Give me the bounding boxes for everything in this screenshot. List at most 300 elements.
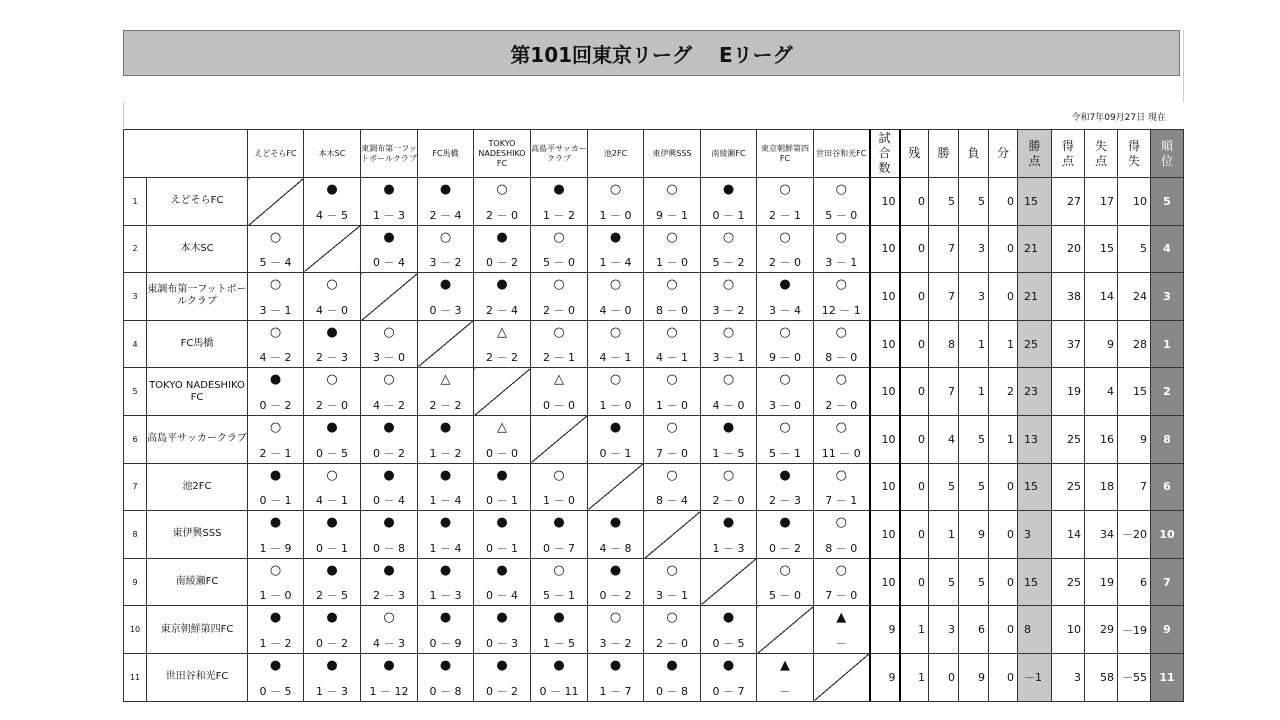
- played-value: 10: [870, 225, 900, 273]
- result-mark: ●: [439, 182, 452, 197]
- result-mark: △: [497, 324, 507, 340]
- self-match-cell: [588, 463, 644, 511]
- points-value: 13: [1018, 415, 1052, 463]
- match-score: 0 － 1: [486, 541, 518, 555]
- match-score: 2 － 2: [429, 398, 462, 412]
- draws-value: 1: [989, 320, 1018, 368]
- match-score: 2 － 1: [769, 208, 801, 222]
- match-score: 7 － 1: [825, 494, 858, 508]
- result-mark: ○: [269, 229, 282, 245]
- result-mark: ○: [439, 229, 452, 245]
- losses-value: 6: [959, 606, 989, 654]
- team-name: 東京朝鮮第四FC: [147, 606, 248, 654]
- played-value: 10: [870, 368, 900, 416]
- result-mark: ○: [835, 467, 847, 483]
- match-score: 1 － 0: [656, 398, 688, 412]
- team-row: [124, 225, 1184, 273]
- losses-value: 3: [959, 273, 989, 321]
- match-result-cell: [531, 320, 588, 368]
- col-team-header: 東調布第一フットボールクラブ: [361, 130, 418, 178]
- match-result-cell: [474, 178, 531, 226]
- played-value: 10: [870, 463, 900, 511]
- match-score: 2 － 2: [486, 351, 518, 365]
- match-score: 1 － 2: [543, 208, 575, 222]
- points-value: 15: [1018, 463, 1052, 511]
- rank-value: 7: [1151, 558, 1184, 606]
- team-name: FC馬橋: [147, 320, 248, 368]
- match-result-cell: [644, 225, 701, 273]
- result-mark: ○: [553, 562, 565, 578]
- losses-header: 負: [959, 130, 989, 178]
- result-mark: ○: [609, 182, 622, 197]
- result-mark: ○: [269, 562, 282, 578]
- result-mark: ○: [326, 372, 338, 388]
- goal-diff-value: 10: [1118, 178, 1151, 226]
- match-result-cell: [531, 225, 588, 273]
- result-mark: ○: [326, 277, 338, 293]
- match-score: 2 － 3: [769, 494, 801, 508]
- result-mark: ●: [269, 610, 282, 626]
- match-result-cell: [814, 225, 870, 273]
- result-mark: ○: [326, 467, 338, 483]
- result-mark: ●: [779, 277, 791, 293]
- team-name: 池2FC: [147, 463, 248, 511]
- rank-value: 6: [1151, 463, 1184, 511]
- match-score: 1 － 5: [712, 446, 745, 460]
- match-result-cell: [418, 653, 474, 701]
- match-result-cell: [361, 653, 418, 701]
- match-result-cell: [474, 511, 531, 559]
- goal-diff-value: 7: [1118, 463, 1151, 511]
- match-result-cell: [474, 606, 531, 654]
- rank-value: 3: [1151, 273, 1184, 321]
- played-value: 10: [870, 320, 900, 368]
- team-row: [124, 320, 1184, 368]
- match-result-cell: [304, 273, 361, 321]
- rank-value: 11: [1151, 653, 1184, 701]
- result-mark: ○: [383, 610, 395, 626]
- col-team-header: FC馬橋: [418, 130, 474, 178]
- match-score: 1 － 12: [369, 684, 409, 698]
- match-score: 0 － 5: [712, 636, 745, 650]
- match-score: 4 － 0: [712, 398, 745, 412]
- draws-value: 0: [989, 558, 1018, 606]
- match-result-cell: [644, 415, 701, 463]
- points-value: 21: [1018, 273, 1052, 321]
- match-result-cell: [757, 511, 814, 559]
- match-score: 2 － 0: [543, 303, 575, 317]
- result-mark: ●: [383, 562, 395, 578]
- result-mark: ●: [326, 515, 338, 531]
- match-score: 4 － 2: [373, 398, 405, 412]
- result-mark: ●: [326, 562, 338, 578]
- losses-value: 9: [959, 653, 989, 701]
- losses-value: 9: [959, 511, 989, 559]
- standings-table: [123, 129, 1184, 702]
- points-value: 15: [1018, 178, 1052, 226]
- match-score: 0 － 0: [543, 398, 575, 412]
- match-result-cell: [757, 273, 814, 321]
- match-score: 2 － 4: [486, 303, 518, 317]
- result-mark: ○: [666, 562, 678, 578]
- result-mark: ○: [496, 182, 508, 197]
- rank-value: 2: [1151, 368, 1184, 416]
- match-result-cell: [474, 463, 531, 511]
- match-score: 5 － 0: [769, 589, 801, 603]
- match-score: 0 － 1: [486, 494, 518, 508]
- team-name: 高島平サッカークラブ: [147, 415, 248, 463]
- match-score: 8 － 0: [656, 303, 688, 317]
- result-mark: ○: [666, 277, 678, 293]
- frame-line: [1183, 30, 1184, 102]
- goals-for-value: 25: [1052, 463, 1085, 511]
- self-match-cell: [814, 653, 870, 701]
- goals-for-value: 27: [1052, 178, 1085, 226]
- result-mark: ○: [835, 372, 847, 388]
- result-mark: ○: [269, 277, 282, 293]
- match-result-cell: [418, 225, 474, 273]
- losses-value: 5: [959, 178, 989, 226]
- match-result-cell: [531, 463, 588, 511]
- points-value: 3: [1018, 511, 1052, 559]
- match-score: 3 － 2: [712, 303, 745, 317]
- wins-value: 3: [929, 606, 959, 654]
- match-score: 2 － 3: [373, 589, 405, 603]
- losses-value: 1: [959, 320, 989, 368]
- goals-for-value: 37: [1052, 320, 1085, 368]
- wins-value: 7: [929, 225, 959, 273]
- match-result-cell: [701, 225, 757, 273]
- match-result-cell: [588, 511, 644, 559]
- result-mark: ●: [326, 657, 338, 673]
- result-mark: △: [554, 372, 564, 388]
- match-result-cell: [701, 368, 757, 416]
- match-score: 1 － 4: [599, 256, 632, 270]
- match-result-cell: [814, 320, 870, 368]
- match-result-cell: [418, 606, 474, 654]
- col-team-header: 本木SC: [304, 130, 361, 178]
- wins-value: 0: [929, 653, 959, 701]
- played-header: 試合数: [870, 130, 900, 178]
- match-result-cell: [757, 653, 814, 701]
- team-number: 9: [124, 558, 147, 606]
- match-score: 4 － 0: [316, 303, 348, 317]
- match-result-cell: [757, 463, 814, 511]
- result-mark: ○: [666, 182, 678, 197]
- team-row: [124, 606, 1184, 654]
- result-mark: ○: [779, 562, 791, 578]
- match-result-cell: [757, 225, 814, 273]
- match-result-cell: [418, 511, 474, 559]
- result-mark: ●: [722, 182, 735, 197]
- match-score: 0 － 5: [259, 684, 292, 698]
- result-mark: ○: [383, 324, 395, 340]
- result-mark: ●: [326, 610, 338, 626]
- match-score: 0 － 2: [769, 541, 801, 555]
- goals-against-value: 4: [1085, 368, 1118, 416]
- goal-diff-value: 6: [1118, 558, 1151, 606]
- match-result-cell: [248, 463, 304, 511]
- match-score: 4 － 3: [373, 636, 405, 650]
- match-score: 1 － 0: [656, 256, 688, 270]
- match-score: 3 － 1: [712, 351, 745, 365]
- match-score: －: [779, 684, 791, 698]
- result-mark: ○: [722, 372, 735, 388]
- remaining-value: 0: [900, 463, 929, 511]
- wins-value: 8: [929, 320, 959, 368]
- match-score: 2 － 4: [429, 208, 462, 222]
- points-value: 21: [1018, 225, 1052, 273]
- points-value: 25: [1018, 320, 1052, 368]
- result-mark: ○: [553, 229, 565, 245]
- rank-value: 4: [1151, 225, 1184, 273]
- result-mark: △: [497, 419, 507, 435]
- goals-against-value: 34: [1085, 511, 1118, 559]
- match-result-cell: [757, 368, 814, 416]
- losses-value: 5: [959, 558, 989, 606]
- match-result-cell: [701, 463, 757, 511]
- remaining-value: 1: [900, 606, 929, 654]
- remaining-value: 0: [900, 178, 929, 226]
- match-score: 1 － 3: [316, 684, 348, 698]
- match-score: 7 － 0: [656, 446, 688, 460]
- col-team-header: 東京朝鮮第四FC: [757, 130, 814, 178]
- match-score: 3 － 1: [656, 589, 688, 603]
- result-mark: ●: [496, 515, 508, 531]
- result-mark: ○: [835, 229, 847, 245]
- result-mark: ○: [666, 229, 678, 245]
- match-score: 0 － 8: [429, 684, 462, 698]
- result-mark: ○: [666, 419, 678, 435]
- result-mark: ○: [666, 610, 678, 626]
- result-mark: ●: [496, 562, 508, 578]
- result-mark: ○: [269, 324, 282, 340]
- result-mark: ▲: [836, 610, 847, 626]
- goals-against-value: 16: [1085, 415, 1118, 463]
- match-score: 0 － 4: [373, 494, 405, 508]
- result-mark: ●: [722, 419, 735, 435]
- match-score: 9 － 1: [656, 208, 688, 222]
- as-of-date: 令和7年09月27日 現在: [1071, 113, 1166, 123]
- goals-against-value: 18: [1085, 463, 1118, 511]
- result-mark: ○: [779, 182, 791, 197]
- rank-header: 順位: [1151, 130, 1184, 178]
- col-team-header: 高島平サッカークラブ: [531, 130, 588, 178]
- match-result-cell: [757, 415, 814, 463]
- result-mark: ●: [779, 467, 791, 483]
- goals-for-value: 10: [1052, 606, 1085, 654]
- match-score: 2 － 0: [316, 398, 348, 412]
- result-mark: ●: [269, 657, 282, 673]
- standings-body: [124, 178, 1184, 702]
- result-mark: ○: [835, 277, 847, 293]
- match-score: 4 － 1: [599, 351, 632, 365]
- match-result-cell: [531, 273, 588, 321]
- match-result-cell: [814, 178, 870, 226]
- result-mark: ○: [835, 324, 847, 340]
- match-score: 9 － 0: [769, 351, 801, 365]
- match-result-cell: [644, 368, 701, 416]
- match-result-cell: [531, 653, 588, 701]
- result-mark: ●: [496, 610, 508, 626]
- match-score: 3 － 1: [825, 256, 858, 270]
- match-result-cell: [757, 558, 814, 606]
- result-mark: ○: [779, 419, 791, 435]
- match-score: 0 － 2: [373, 446, 405, 460]
- match-result-cell: [304, 368, 361, 416]
- col-team-header: 南綾瀬FC: [701, 130, 757, 178]
- result-mark: ●: [383, 657, 395, 673]
- played-value: 10: [870, 415, 900, 463]
- goals-against-value: 9: [1085, 320, 1118, 368]
- result-mark: ●: [439, 467, 452, 483]
- match-score: 0 － 1: [712, 208, 745, 222]
- match-score: 0 － 1: [316, 541, 348, 555]
- match-score: 2 － 1: [543, 351, 575, 365]
- wins-value: 1: [929, 511, 959, 559]
- team-number: 7: [124, 463, 147, 511]
- result-mark: ○: [722, 277, 735, 293]
- result-mark: ○: [666, 467, 678, 483]
- remaining-value: 0: [900, 415, 929, 463]
- match-result-cell: [531, 558, 588, 606]
- match-result-cell: [701, 606, 757, 654]
- result-mark: ●: [439, 419, 452, 435]
- match-score: 3 － 1: [259, 303, 292, 317]
- match-result-cell: [304, 178, 361, 226]
- goal-diff-value: －20: [1118, 511, 1151, 559]
- match-score: 4 － 2: [259, 351, 292, 365]
- result-mark: ○: [835, 419, 847, 435]
- match-result-cell: [304, 606, 361, 654]
- match-result-cell: [304, 558, 361, 606]
- result-mark: ●: [269, 515, 282, 531]
- match-score: 0 － 2: [316, 636, 348, 650]
- played-value: 10: [870, 558, 900, 606]
- match-result-cell: [304, 653, 361, 701]
- result-mark: ●: [496, 229, 508, 245]
- match-score: 0 － 11: [539, 684, 579, 698]
- team-name: TOKYO NADESHIKO FC: [147, 368, 248, 416]
- result-mark: ●: [666, 657, 678, 673]
- result-mark: ●: [383, 467, 395, 483]
- draws-value: 0: [989, 273, 1018, 321]
- result-mark: ●: [439, 610, 452, 626]
- match-result-cell: [531, 606, 588, 654]
- wins-header: 勝: [929, 130, 959, 178]
- wins-value: 7: [929, 273, 959, 321]
- col-team-header: 池2FC: [588, 130, 644, 178]
- match-score: 0 － 9: [429, 636, 462, 650]
- result-mark: ●: [326, 419, 338, 435]
- match-score: 8 － 4: [656, 494, 688, 508]
- match-score: 4 － 1: [316, 494, 348, 508]
- team-row: [124, 463, 1184, 511]
- played-value: 10: [870, 273, 900, 321]
- played-value: 9: [870, 606, 900, 654]
- match-result-cell: [361, 463, 418, 511]
- match-score: 0 － 2: [486, 684, 518, 698]
- draws-value: 2: [989, 368, 1018, 416]
- losses-value: 3: [959, 225, 989, 273]
- result-mark: ○: [779, 372, 791, 388]
- match-score: 2 － 0: [825, 398, 858, 412]
- remaining-value: 0: [900, 273, 929, 321]
- match-result-cell: [304, 320, 361, 368]
- team-row: [124, 178, 1184, 226]
- remaining-value: 0: [900, 225, 929, 273]
- match-score: 1 － 0: [259, 589, 292, 603]
- team-number: 4: [124, 320, 147, 368]
- team-name: 本木SC: [147, 225, 248, 273]
- result-mark: ○: [553, 467, 565, 483]
- rank-value: 1: [1151, 320, 1184, 368]
- goals-against-value: 15: [1085, 225, 1118, 273]
- match-result-cell: [248, 511, 304, 559]
- match-score: 12 － 1: [821, 303, 861, 317]
- result-mark: ●: [609, 229, 622, 245]
- result-mark: ○: [779, 324, 791, 340]
- points-value: －1: [1018, 653, 1052, 701]
- match-result-cell: [474, 653, 531, 701]
- result-mark: ○: [609, 610, 622, 626]
- draws-value: 0: [989, 511, 1018, 559]
- match-score: 0 － 8: [656, 684, 688, 698]
- goals-for-value: 38: [1052, 273, 1085, 321]
- match-score: 5 － 4: [259, 256, 292, 270]
- goal-diff-value: －55: [1118, 653, 1151, 701]
- played-value: 10: [870, 178, 900, 226]
- result-mark: △: [440, 372, 451, 388]
- result-mark: ○: [835, 562, 847, 578]
- match-result-cell: [304, 511, 361, 559]
- result-mark: ●: [269, 467, 282, 483]
- self-match-cell: [418, 320, 474, 368]
- match-score: 2 － 5: [316, 589, 348, 603]
- remaining-header: 残: [900, 130, 929, 178]
- team-name: 南綾瀬FC: [147, 558, 248, 606]
- rank-value: 5: [1151, 178, 1184, 226]
- result-mark: ●: [383, 229, 395, 245]
- result-mark: ●: [496, 277, 508, 293]
- match-result-cell: [588, 606, 644, 654]
- result-mark: ●: [439, 277, 452, 293]
- match-result-cell: [361, 415, 418, 463]
- match-score: 1 － 0: [599, 398, 632, 412]
- match-result-cell: [644, 606, 701, 654]
- match-result-cell: [701, 320, 757, 368]
- wins-value: 5: [929, 558, 959, 606]
- match-score: 8 － 0: [825, 351, 858, 365]
- result-mark: ●: [439, 515, 452, 531]
- draws-value: 0: [989, 653, 1018, 701]
- match-result-cell: [644, 558, 701, 606]
- result-mark: ●: [269, 372, 282, 388]
- result-mark: ○: [722, 229, 735, 245]
- goals-for-value: 3: [1052, 653, 1085, 701]
- draws-value: 0: [989, 225, 1018, 273]
- match-score: 0 － 3: [486, 636, 518, 650]
- result-mark: ●: [553, 182, 565, 197]
- team-row: [124, 653, 1184, 701]
- match-score: －: [835, 636, 847, 650]
- match-result-cell: [474, 320, 531, 368]
- team-number: 10: [124, 606, 147, 654]
- self-match-cell: [361, 273, 418, 321]
- result-mark: ●: [609, 562, 622, 578]
- team-number: 3: [124, 273, 147, 321]
- match-result-cell: [361, 606, 418, 654]
